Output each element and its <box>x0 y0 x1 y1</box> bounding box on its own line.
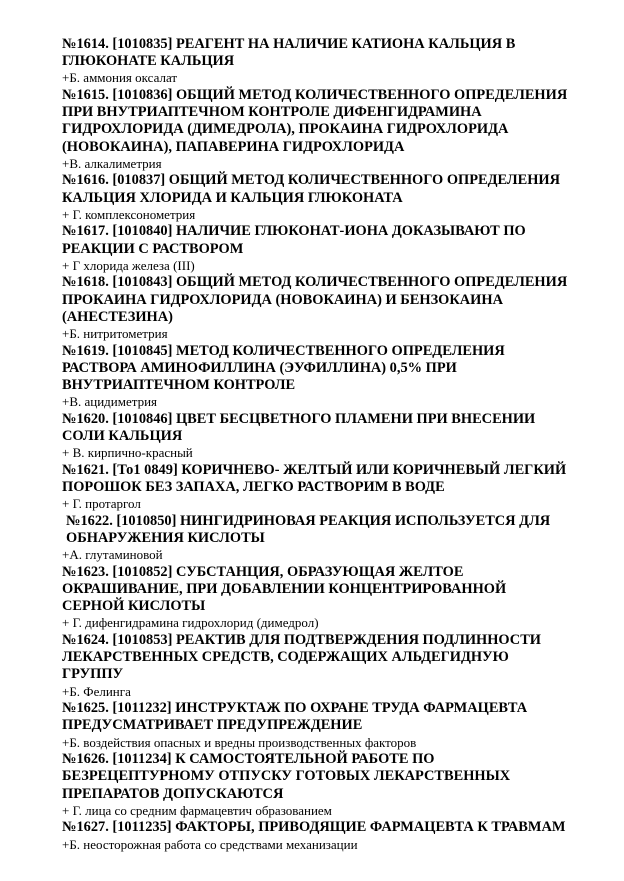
question-text: №1622. [1010850] НИНГИДРИНОВАЯ РЕАКЦИЯ ИСПОЛЬЗУЕТСЯ ДЛЯ ОБНАРУЖЕНИЯ КИСЛОТЫ <box>66 512 551 547</box>
answer-text: + Г. дифенгидрамина гидрохлорид (димедрол) <box>62 615 319 631</box>
question-1614 <box>62 36 572 87</box>
question-1617 <box>62 223 572 274</box>
question-1624 <box>62 632 572 700</box>
answer-text: + В. кирпично-красный <box>62 445 193 461</box>
question-text: №1618. [1010843] ОБЩИЙ МЕТОД КОЛИЧЕСТВЕННОГО ОПРЕДЕЛЕНИЯ ПРОКАИНА ГИДРОХЛОРИДА (НОВОКАИНА) И БЕНЗОКАИНА (АНЕСТЕЗИНА) <box>62 274 568 325</box>
question-text: №1621. [То1 0849] КОРИЧНЕВО- ЖЕЛТЫЙ ИЛИ КОРИЧНЕВЫЙ ЛЕГКИЙ ПОРОШОК БЕЗ ЗАПАХА, ЛЕГКО РАСТВОРИМ В ВОДЕ <box>62 461 567 496</box>
question-text: №1614. [1010835] РЕАГЕНТ НА НАЛИЧИЕ КАТИОНА КАЛЬЦИЯ В ГЛЮКОНАТЕ КАЛЬЦИЯ <box>62 36 516 70</box>
question-text: №1624. [1010853] РЕАКТИВ ДЛЯ ПОДТВЕРЖДЕНИЯ ПОДЛИННОСТИ ЛЕКАРСТВЕННЫХ СРЕДСТВ, СОДЕРЖАЩИХ АЛЬДЕГИДНУЮ ГРУППУ <box>62 632 541 683</box>
answer-text: +А. глутаминовой <box>62 547 163 563</box>
question-1627 <box>62 819 572 853</box>
answer-text: + Г. протаргол <box>62 496 141 512</box>
answer-text: +Б. аммония оксалат <box>62 70 178 86</box>
question-1622 <box>62 513 572 564</box>
question-1620 <box>62 411 572 462</box>
answer-text: +В. алкалиметрия <box>62 155 162 171</box>
answer-text: +Б. нитритометрия <box>62 326 168 342</box>
question-1625 <box>62 700 572 751</box>
question-text: №1620. [1010846] ЦВЕТ БЕСЦВЕТНОГО ПЛАМЕНИ ПРИ ВНЕСЕНИИ СОЛИ КАЛЬЦИЯ <box>62 410 536 445</box>
question-text: №1615. [1010836] ОБЩИЙ МЕТОД КОЛИЧЕСТВЕННОГО ОПРЕДЕЛЕНИЯ ПРИ ВНУТРИАПТЕЧНОМ КОНТРОЛЕ ДИФЕНГИДРАМИНА ГИДРОХЛОРИДА (ДИМЕДРОЛА), ПРОКАИНА ГИДРОХЛОРИДА (НОВОКАИНА), ПАПАВЕРИНА ГИДРОХЛОРИДА <box>62 87 568 155</box>
question-text: №1619. [1010845] МЕТОД КОЛИЧЕСТВЕННОГО ОПРЕДЕЛЕНИЯ РАСТВОРА АМИНОФИЛЛИНА (ЭУФИЛЛИНА) 0,5% ПРИ ВНУТРИАПТЕЧНОМ КОНТРОЛЕ <box>62 342 505 394</box>
question-1618 <box>62 274 572 342</box>
question-text: №1617. [1010840] НАЛИЧИЕ ГЛЮКОНАТ-ИОНА ДОКАЗЫВАЮТ ПО РЕАКЦИИ С РАСТВОРОМ <box>62 223 526 257</box>
question-1615 <box>62 87 572 172</box>
answer-text: +Б. воздействия опасных и вредны производственных факторов <box>62 734 417 750</box>
question-1623 <box>62 564 572 632</box>
answer-text: +Б. Фелинга <box>62 683 131 699</box>
question-1616 <box>62 172 572 223</box>
answer-text: + Г. комплексонометрия <box>62 206 196 222</box>
question-1619 <box>62 343 572 411</box>
answer-text: + Г хлорида железа (III) <box>62 257 195 273</box>
answer-text: +Б. неосторожная работа со средствами механизации <box>62 836 358 852</box>
question-text: №1627. [1011235] ФАКТОРЫ, ПРИВОДЯЩИЕ ФАРМАЦЕВТА К ТРАВМАМ <box>62 819 566 836</box>
question-1626 <box>62 751 572 819</box>
question-text: №1626. [1011234] К САМОСТОЯТЕЛЬНОЙ РАБОТЕ ПО БЕЗРЕЦЕПТУРНОМУ ОТПУСКУ ГОТОВЫХ ЛЕКАРСТВЕННЫХ ПРЕПАРАТОВ ДОПУСКАЮТСЯ <box>62 751 511 802</box>
question-text: №1623. [1010852] СУБСТАНЦИЯ, ОБРАЗУЮЩАЯ ЖЕЛТОЕ ОКРАШИВАНИЕ, ПРИ ДОБАВЛЕНИИ КОНЦЕНТРИРОВАННОЙ СЕРНОЙ КИСЛОТЫ <box>62 563 507 615</box>
answer-text: + Г. лица со средним фармацевтич образованием <box>62 802 332 818</box>
question-text: №1625. [1011232] ИНСТРУКТАЖ ПО ОХРАНЕ ТРУДА ФАРМАЦЕВТА ПРЕДУСМАТРИВАЕТ ПРЕДУПРЕЖДЕНИЕ <box>62 700 528 734</box>
answer-text: +В. ацидиметрия <box>62 394 158 410</box>
question-text: №1616. [010837] ОБЩИЙ МЕТОД КОЛИЧЕСТВЕННОГО ОПРЕДЕЛЕНИЯ КАЛЬЦИЯ ХЛОРИДА И КАЛЬЦИЯ ГЛЮКОНАТА <box>62 172 561 206</box>
question-1621 <box>62 462 572 513</box>
